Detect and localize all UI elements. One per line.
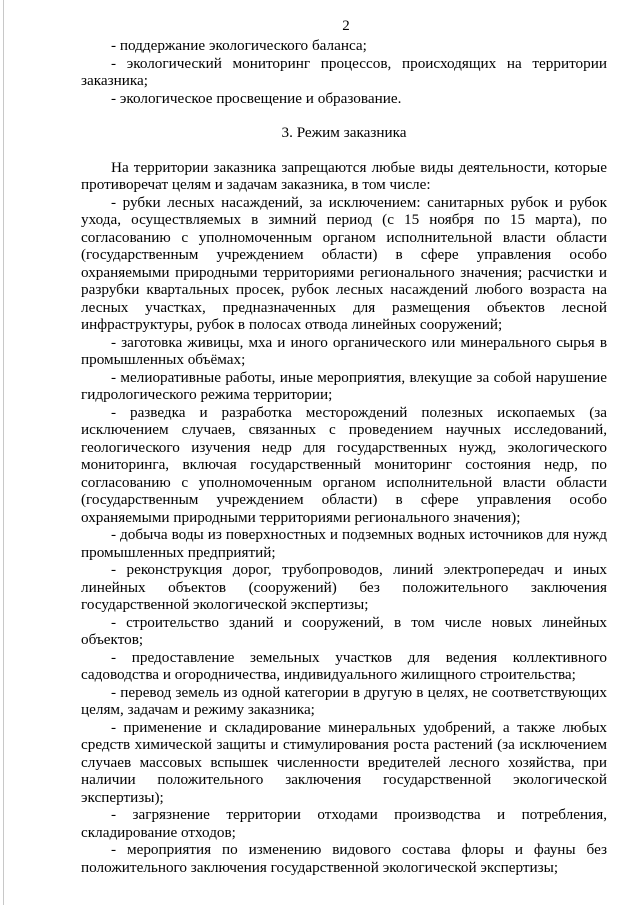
scan-edge-line bbox=[3, 0, 4, 905]
page-number: 2 bbox=[342, 18, 350, 34]
goal-item: - поддержание экологического баланса; bbox=[111, 37, 367, 54]
section-heading: 3. Режим заказника bbox=[281, 124, 407, 141]
prohibition-item: - предоставление земельных участков для ведения коллективного садоводства и огородничества, индивидуального жилищного строительства; bbox=[81, 648, 607, 683]
goal-item: - экологическое просвещение и образование. bbox=[111, 89, 402, 107]
prohibition-item: - рубки лесных насаждений, за исключением: санитарных рубок и рубок ухода, осуществляемых в зимний период (с 15 ноября по 15 марта), по согласованию с уполномоченным органом исполнительной власти области (государственным учреждением области) в сфере управления особо охраняемыми природными территориями регионального значения; расчистки и разрубки квартальных просек, рубок лесных насаждений любого возраста на лесных участках, предназначенных для размещения объектов лесной инфраструктуры, рубок в полосах отвода линейных сооружений; bbox=[81, 193, 607, 333]
prohibition-item: - мероприятия по изменению видового состава флоры и фауны без положительного заключения государственной экологической экспертизы; bbox=[81, 841, 607, 876]
prohibition-item: - перевод земель из одной категории в другую в целях, не соответствующих целям, задачам и режиму заказника; bbox=[81, 683, 607, 718]
prohibition-item: - реконструкция дорог, трубопроводов, линий электропередач и иных линейных объектов (сооружений) без положительного заключения государственной экологической экспертизы; bbox=[81, 561, 607, 613]
prohibition-item: - мелиоративные работы, иные мероприятия, влекущие за собой нарушение гидрологического режима территории; bbox=[81, 368, 607, 403]
prohibition-item: - разведка и разработка месторождений полезных ископаемых (за исключением случаев, связанных с проведением научных исследований, геологического изучения недр для государственных нужд, экологического мониторинга, включая государственный мониторинг состояния недр, по согласованию с уполномоченным органом исполнительной власти области (государственным учреждением области) в сфере управления особо охраняемыми природными территориями регионального значения); bbox=[81, 403, 607, 526]
prohibition-item: - строительство зданий и сооружений, в том числе новых линейных объектов; bbox=[81, 613, 607, 648]
prohibition-item: - заготовка живицы, мха и иного органического или минерального сырья в промышленных объёмах; bbox=[81, 333, 607, 368]
prohibition-item: - применение и складирование минеральных удобрений, а также любых средств химической защиты и стимулирования роста растений (за исключением случаев массовых вспышек численности вредителей лесного хозяйства, при наличии положительного заключения государственной экологической экспертизы); bbox=[81, 718, 607, 806]
intro-paragraph: На территории заказника запрещаются любые виды деятельности, которые противоречат целям и задачам заказника, в том числе: bbox=[81, 158, 607, 193]
goal-item: - экологический мониторинг процессов, происходящих на территории заказника; bbox=[81, 54, 607, 89]
prohibition-item: - загрязнение территории отходами производства и потребления, складирование отходов; bbox=[81, 806, 607, 841]
document-page bbox=[81, 18, 607, 876]
prohibition-item: - добыча воды из поверхностных и подземных водных источников для нужд промышленных предприятий; bbox=[81, 526, 607, 561]
